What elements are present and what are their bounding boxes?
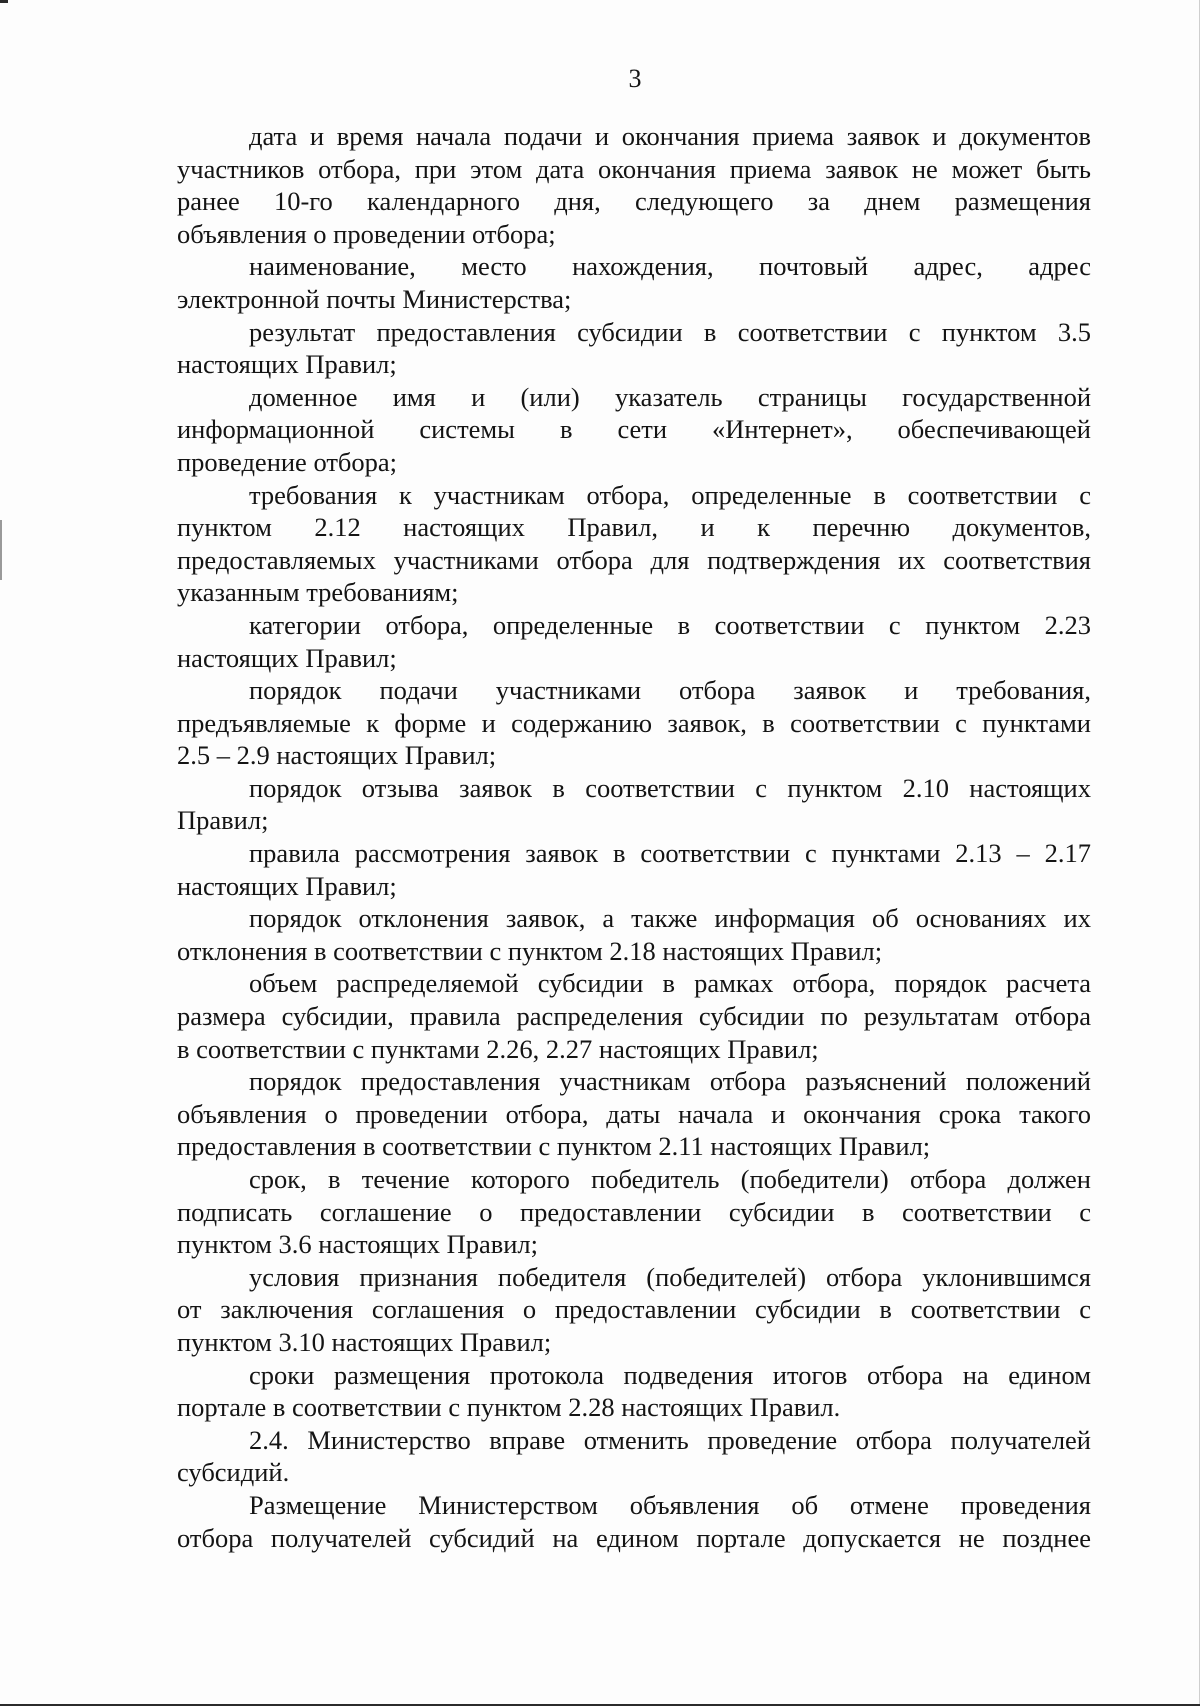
- text-line: размера субсидии, правила распределения субсидии по результатам отбора: [177, 1001, 1091, 1032]
- text-line: проведение отбора;: [177, 446, 398, 477]
- text-line: требования к участникам отбора, определенные в соответствии с: [249, 479, 1091, 510]
- text-line: в соответствии с пунктами 2.26, 2.27 настоящих Правил;: [177, 1033, 819, 1064]
- text-line: участников отбора, при этом дата окончания приема заявок не может быть: [177, 153, 1091, 184]
- text-line: предоставления в соответствии с пунктом 2.11 настоящих Правил;: [177, 1131, 931, 1162]
- text-line: указанным требованиям;: [177, 577, 459, 608]
- paragraph: [177, 381, 1091, 479]
- text-line: 2.4. Министерство вправе отменить проведение отбора получателей: [249, 1424, 1091, 1455]
- paragraph: [177, 837, 1091, 902]
- text-line: ранее 10-го календарного дня, следующего за днем размещения: [177, 186, 1091, 217]
- text-line: категории отбора, определенные в соответствии с пунктом 2.23: [249, 609, 1091, 640]
- text-line: результат предоставления субсидии в соответствии с пунктом 3.5: [249, 316, 1091, 347]
- text-line: объявления о проведении отбора;: [177, 218, 556, 249]
- paragraph: [177, 1065, 1091, 1163]
- paragraph: [177, 1261, 1091, 1359]
- scan-edge-mark-left: [0, 520, 2, 580]
- text-line: отбора получателей субсидий на едином портале допускается не позднее: [177, 1522, 1091, 1553]
- paragraph: [177, 772, 1091, 837]
- text-line: сроки размещения протокола подведения итогов отбора на едином: [249, 1359, 1091, 1390]
- text-line: настоящих Правил;: [177, 349, 397, 380]
- text-line: срок, в течение которого победитель (победители) отбора должен: [249, 1164, 1091, 1194]
- paragraph: [177, 902, 1091, 967]
- text-line: объем распределяемой субсидии в рамках отбора, порядок расчета: [249, 968, 1091, 999]
- text-line: Правил;: [177, 805, 269, 836]
- text-line: порядок отзыва заявок в соответствии с пунктом 2.10 настоящих: [249, 772, 1091, 803]
- paragraph: [177, 120, 1091, 250]
- scan-edge-mark-top: [0, 0, 8, 3]
- paragraph: [177, 1359, 1091, 1424]
- text-line: информационной системы в сети «Интернет», обеспечивающей: [177, 414, 1091, 445]
- paragraph: [177, 250, 1091, 315]
- text-line: настоящих Правил;: [177, 642, 397, 673]
- text-line: настоящих Правил;: [177, 870, 397, 901]
- paragraph: [177, 967, 1091, 1065]
- text-line: дата и время начала подачи и окончания приема заявок и документов: [249, 121, 1091, 151]
- text-line: пунктом 2.12 настоящих Правил, и к перечню документов,: [177, 512, 1091, 543]
- paragraph: [177, 479, 1091, 609]
- paragraph: [177, 316, 1091, 381]
- paragraph: [177, 1424, 1091, 1489]
- paragraph: [177, 609, 1091, 674]
- paragraph: [177, 1489, 1091, 1554]
- text-line: порядок подачи участниками отбора заявок и требования,: [249, 675, 1091, 706]
- paragraph: [177, 674, 1091, 772]
- text-line: портале в соответствии с пунктом 2.28 настоящих Правил.: [177, 1392, 841, 1423]
- text-line: объявления о проведении отбора, даты начала и окончания срока такого: [177, 1098, 1091, 1129]
- text-line: порядок отклонения заявок, а также информация об основаниях их: [249, 903, 1091, 934]
- text-line: 2.5 – 2.9 настоящих Правил;: [177, 740, 497, 771]
- text-line: порядок предоставления участникам отбора разъяснений положений: [249, 1066, 1091, 1097]
- text-line: электронной почты Министерства;: [177, 283, 572, 314]
- text-line: наименование, место нахождения, почтовый адрес, адрес: [249, 251, 1091, 282]
- text-line: подписать соглашение о предоставлении субсидии в соответствии с: [177, 1196, 1091, 1227]
- text-line: пунктом 3.6 настоящих Правил;: [177, 1229, 539, 1260]
- text-line: доменное имя и (или) указатель страницы государственной: [249, 381, 1091, 412]
- text-line: предоставляемых участниками отбора для подтверждения их соответствия: [177, 544, 1091, 575]
- text-line: от заключения соглашения о предоставлении субсидии в соответствии с: [177, 1294, 1091, 1325]
- text-line: правила рассмотрения заявок в соответствии с пунктами 2.13 – 2.17: [249, 838, 1091, 869]
- text-line: субсидий.: [177, 1457, 290, 1488]
- text-line: Размещение Министерством объявления об отмене проведения: [249, 1489, 1091, 1520]
- text-line: предъявляемые к форме и содержанию заявок, в соответствии с пунктами: [177, 707, 1091, 738]
- text-line: условия признания победителя (победителей) отбора уклонившимся: [249, 1261, 1091, 1292]
- page-number: 3: [628, 64, 642, 93]
- paragraph: [177, 1163, 1091, 1261]
- text-line: отклонения в соответствии с пунктом 2.18 настоящих Правил;: [177, 935, 883, 966]
- document-body: [177, 120, 1091, 1554]
- text-line: пунктом 3.10 настоящих Правил;: [177, 1326, 552, 1357]
